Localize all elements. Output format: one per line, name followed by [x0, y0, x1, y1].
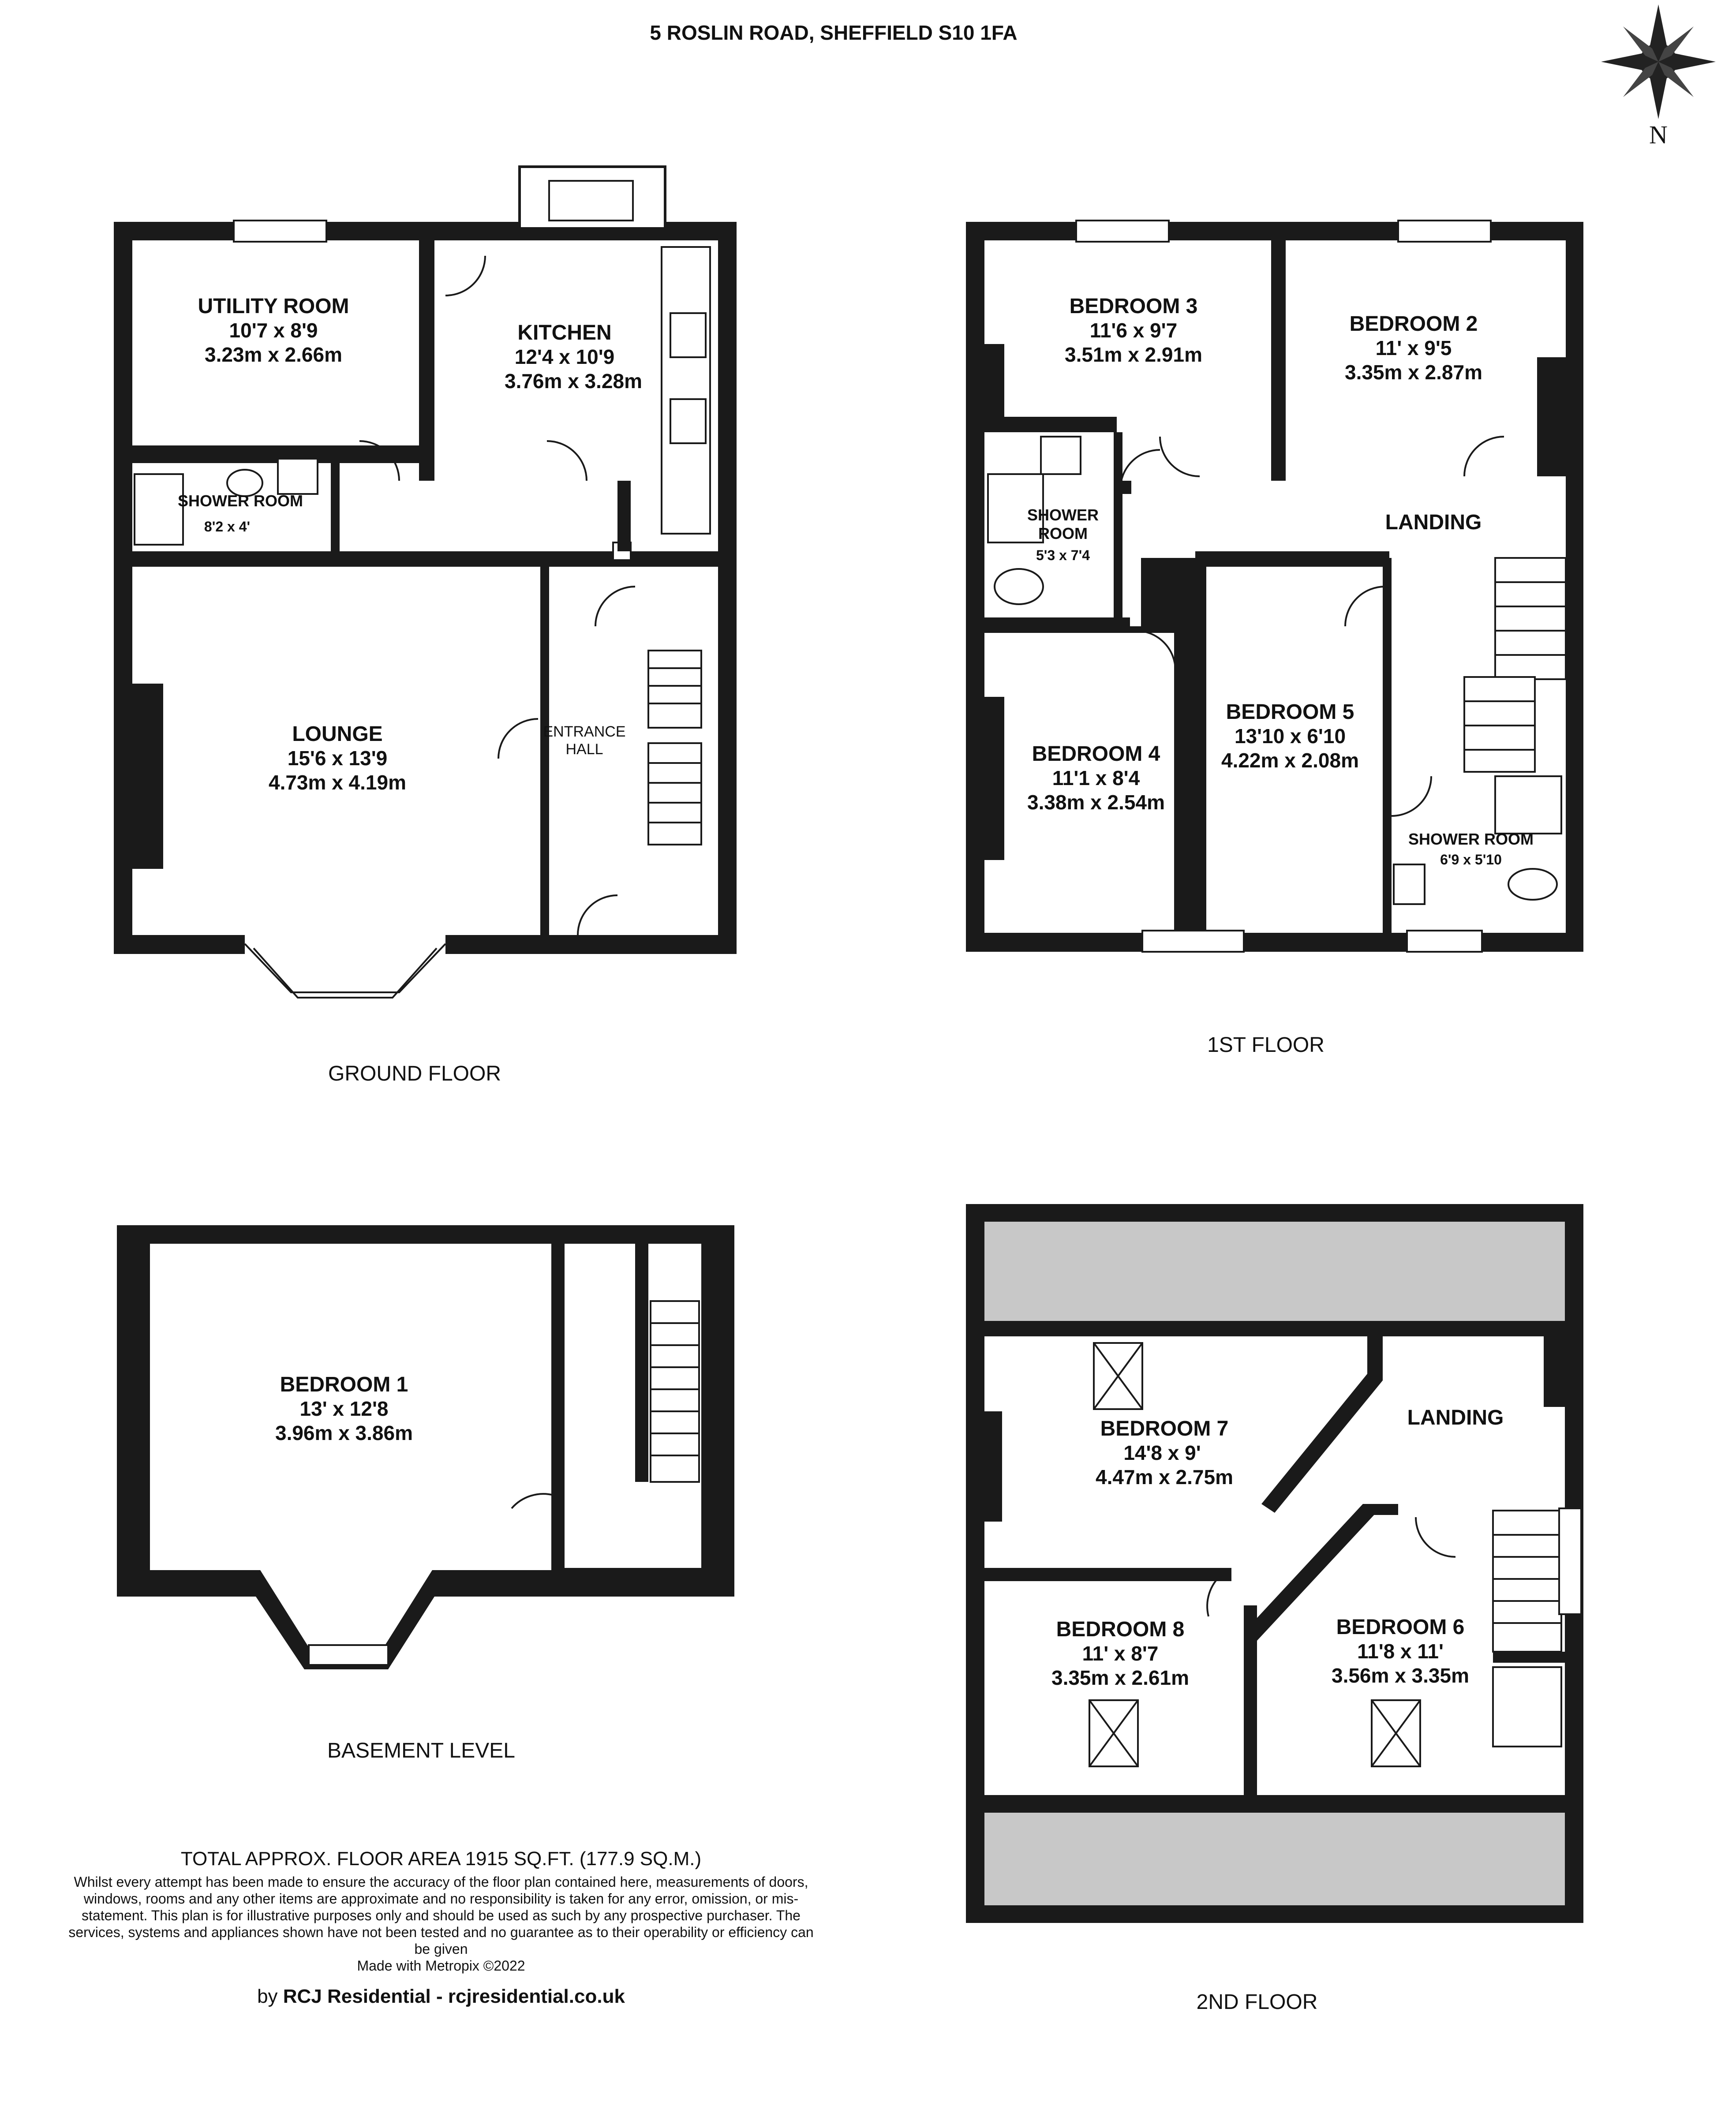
ground-shower-room-name: SHOWER ROOM — [178, 492, 303, 510]
bedroom-7-name: BEDROOM 7 — [1100, 1417, 1229, 1440]
bedroom-6-imperial: 11'8 x 11' — [1357, 1640, 1444, 1663]
utility-room-metric: 3.23m x 2.66m — [204, 343, 343, 366]
agent-credit-link[interactable]: RCJ Residential - rcjresidential.co.uk — [283, 1986, 625, 2007]
footer — [66, 1848, 816, 2008]
disclaimer-text: Whilst every attempt has been made to ensure the accuracy of the floor plan contained here, measurements of doors, windows, rooms and any other items are approximate and no responsibility is taken for any error, omission, or mis-statement. This plan is for illustrative purposes only and should be used as such by any prospective purchaser. The services, systems and appliances shown have not been tested and no guarantee as to their operability or efficiency can be given — [68, 1874, 814, 1957]
ground-floor-label: GROUND FLOOR — [328, 1062, 501, 1085]
first-shower-left-imperial: 5'3 x 7'4 — [1036, 547, 1090, 563]
second-landing-name: LANDING — [1407, 1406, 1504, 1429]
bedroom-3-imperial: 11'6 x 9'7 — [1089, 319, 1178, 342]
bedroom-4-metric: 3.38m x 2.54m — [1027, 791, 1165, 814]
bedroom-1-metric: 3.96m x 3.86m — [275, 1421, 413, 1444]
bedroom-4-imperial: 11'1 x 8'4 — [1052, 767, 1140, 789]
second-floor-label: 2ND FLOOR — [1196, 1990, 1318, 2014]
compass-rose-icon — [1601, 4, 1716, 119]
bedroom-2-name: BEDROOM 2 — [1349, 312, 1478, 336]
lounge-name: LOUNGE — [292, 722, 383, 746]
utility-room-imperial: 10'7 x 8'9 — [229, 319, 318, 342]
entrance-hall-line2: HALL — [565, 741, 603, 758]
first-shower-right-name: SHOWER ROOM — [1408, 830, 1534, 848]
bedroom-5-imperial: 13'10 x 6'10 — [1234, 725, 1346, 748]
bedroom-3-name: BEDROOM 3 — [1069, 295, 1198, 318]
basement-level-label: BASEMENT LEVEL — [327, 1739, 515, 1762]
bedroom-2-metric: 3.35m x 2.87m — [1344, 361, 1483, 384]
bedroom-1-name: BEDROOM 1 — [280, 1373, 408, 1396]
bedroom-8-name: BEDROOM 8 — [1056, 1618, 1185, 1641]
lounge-imperial: 15'6 x 13'9 — [287, 747, 388, 770]
lounge-metric: 4.73m x 4.19m — [268, 771, 407, 794]
first-shower-left-line1: SHOWER — [1027, 506, 1099, 524]
bedroom-4-name: BEDROOM 4 — [1032, 742, 1160, 766]
kitchen-imperial: 12'4 x 10'9 — [514, 345, 615, 368]
bedroom-3-metric: 3.51m x 2.91m — [1064, 343, 1203, 366]
bedroom-7-imperial: 14'8 x 9' — [1123, 1441, 1201, 1464]
entrance-hall-line1: ENTRANCE — [543, 723, 626, 740]
kitchen-name: KITCHEN — [517, 321, 612, 344]
bedroom-5-name: BEDROOM 5 — [1226, 700, 1354, 724]
first-floor-plan — [966, 221, 1583, 1057]
bedroom-8-imperial: 11' x 8'7 — [1082, 1642, 1159, 1665]
bedroom-2-imperial: 11' x 9'5 — [1375, 337, 1452, 359]
total-floor-area: TOTAL APPROX. FLOOR AREA 1915 SQ.FT. (177.9 SQ.M.) — [180, 1848, 702, 1870]
first-shower-left-line2: ROOM — [1038, 524, 1088, 542]
page-title: 5 ROSLIN ROAD, SHEFFIELD S10 1FA — [650, 21, 1018, 44]
made-with-text: Made with Metropix ©2022 — [357, 1958, 525, 1974]
ground-floor-plan — [114, 167, 737, 1085]
bedroom-6-name: BEDROOM 6 — [1336, 1616, 1465, 1639]
second-floor-plan — [966, 1204, 1583, 2014]
first-shower-right-imperial: 6'9 x 5'10 — [1440, 852, 1502, 868]
north-label: N — [1649, 120, 1668, 149]
agent-credit — [66, 1986, 816, 2008]
credit-by: by — [257, 1986, 278, 2007]
basement-plan — [117, 1225, 734, 1762]
first-landing-name: LANDING — [1385, 511, 1482, 534]
bedroom-5-metric: 4.22m x 2.08m — [1221, 749, 1359, 772]
bedroom-8-metric: 3.35m x 2.61m — [1051, 1666, 1190, 1689]
kitchen-metric: 3.76m x 3.28m — [504, 370, 643, 393]
bedroom-6-metric: 3.56m x 3.35m — [1331, 1664, 1470, 1687]
bedroom-1-imperial: 13' x 12'8 — [299, 1397, 389, 1420]
utility-room-name: UTILITY ROOM — [198, 295, 349, 318]
ground-shower-room-imperial: 8'2 x 4' — [204, 519, 251, 535]
first-floor-label: 1ST FLOOR — [1207, 1033, 1324, 1057]
bedroom-7-metric: 4.47m x 2.75m — [1095, 1466, 1234, 1489]
